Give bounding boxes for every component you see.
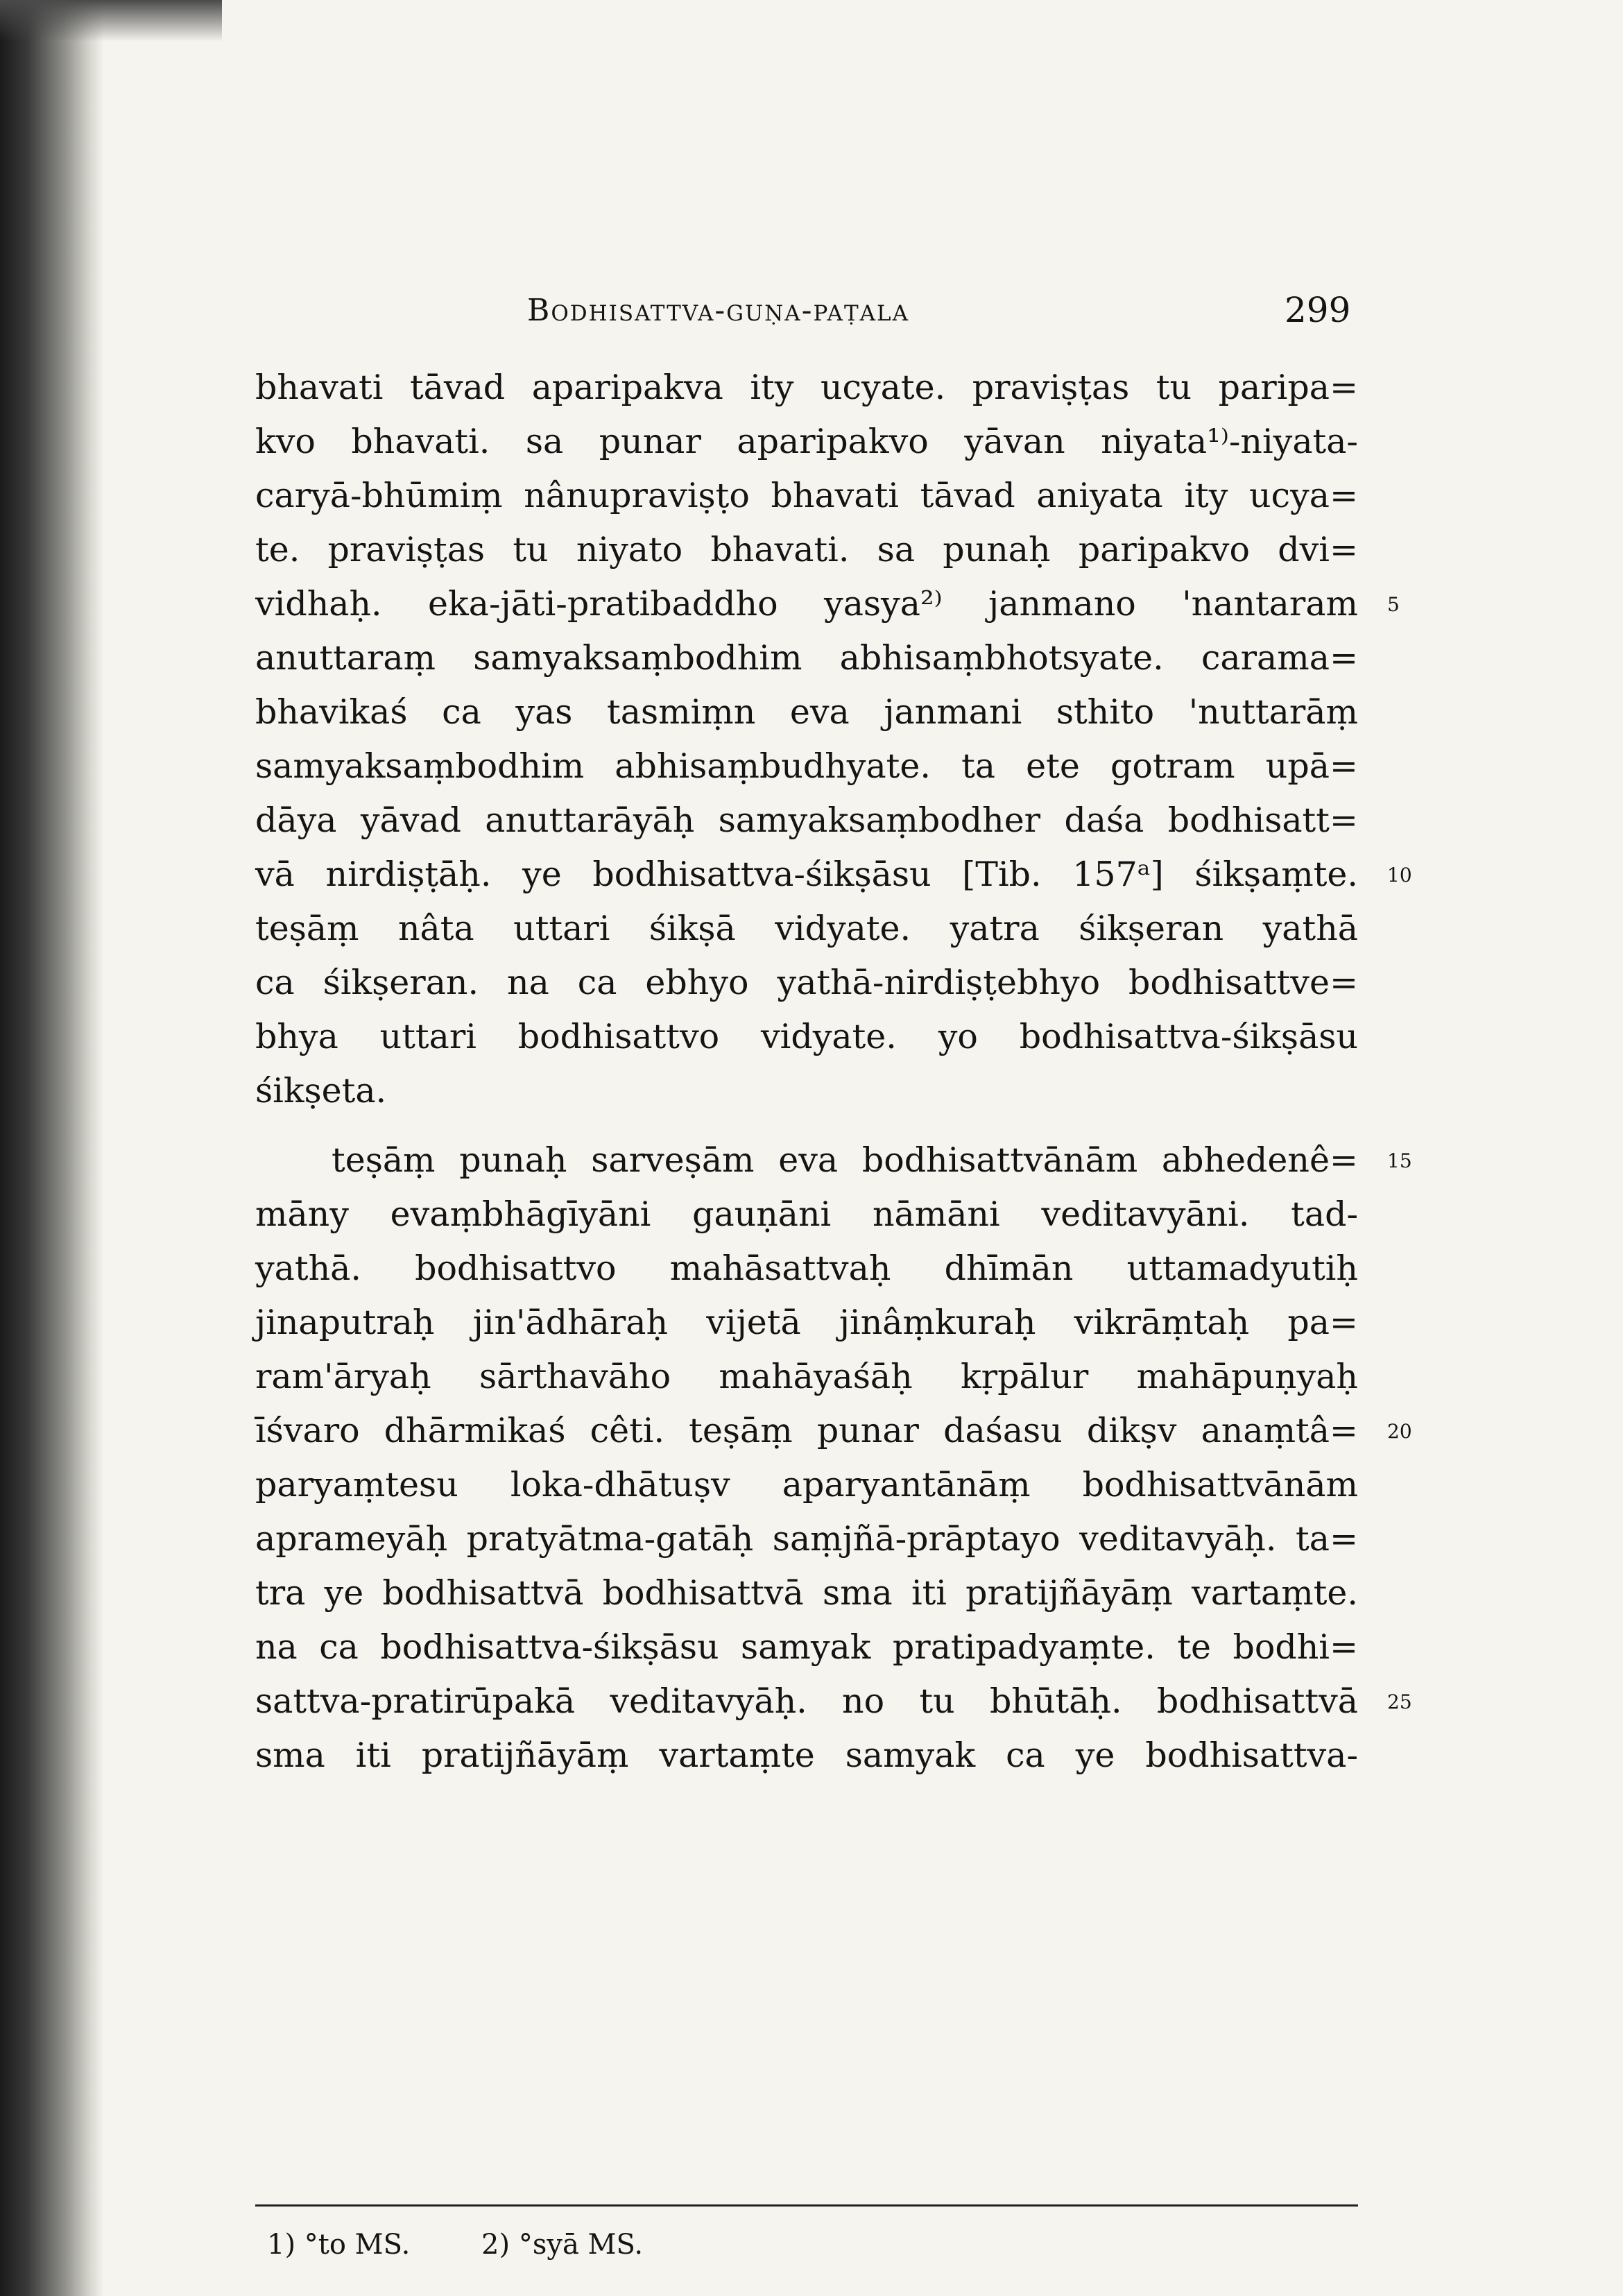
line-number: 15 xyxy=(1387,1149,1412,1172)
binding-shadow xyxy=(0,0,104,2296)
text-line: na ca bodhisattva-śikṣāsu samyak pratipadyaṃte. te bodhi= xyxy=(255,1627,1358,1667)
line-number: 10 xyxy=(1387,864,1412,886)
text-line: yathā. bodhisattvo mahāsattvaḥ dhīmān uttamadyutiḥ xyxy=(255,1249,1358,1288)
text-line: ram'āryaḥ sārthavāho mahāyaśāḥ kṛpālur mahāpuṇyaḥ xyxy=(255,1357,1358,1396)
footnotes xyxy=(267,2229,705,2261)
footnote-mark: 2) xyxy=(481,2229,510,2261)
text-line: bhya uttari bodhisattvo vidyate. yo bodhisattva-śikṣāsu xyxy=(255,1017,1358,1056)
running-title: Bodhisattva-guṇa-paṭala xyxy=(527,293,909,328)
text-line: vā nirdiṣṭāḥ. ye bodhisattva-śikṣāsu [Tib. 157ᵃ] śikṣaṃte. xyxy=(255,855,1358,894)
text-line: īśvaro dhārmikaś cêti. teṣāṃ punar daśasu dikṣv anaṃtâ= xyxy=(255,1411,1358,1450)
text-line: paryaṃtesu loka-dhātuṣv aparyantānāṃ bodhisattvānām xyxy=(255,1465,1358,1505)
line-number: 20 xyxy=(1387,1420,1412,1443)
text-line: teṣāṃ nâta uttari śikṣā vidyate. yatra śikṣeran yathā xyxy=(255,909,1358,948)
text-line: māny evaṃbhāgīyāni gauṇāni nāmāni veditavyāni. tad- xyxy=(255,1194,1358,1234)
footnote-1 xyxy=(267,2229,410,2261)
text-line: bhavikaś ca yas tasmiṃn eva janmani sthito 'nuttarāṃ xyxy=(255,692,1358,732)
footnote-text: °to MS. xyxy=(304,2229,411,2261)
text-line: sattva-pratirūpakā veditavyāḥ. no tu bhūtāḥ. bodhisattvā xyxy=(255,1681,1358,1721)
footnote-2 xyxy=(481,2229,643,2261)
text-line: ca śikṣeran. na ca ebhyo yathā-nirdiṣṭebhyo bodhisattve= xyxy=(255,963,1358,1002)
text-line: tra ye bodhisattvā bodhisattvā sma iti pratijñāyāṃ vartaṃte. xyxy=(255,1573,1358,1613)
line-number: 5 xyxy=(1387,593,1400,616)
text-line: jinaputraḥ jin'ādhāraḥ vijetā jinâṃkuraḥ vikrāṃtaḥ pa= xyxy=(255,1303,1358,1342)
text-line: samyaksaṃbodhim abhisaṃbudhyate. ta ete gotram upā= xyxy=(255,746,1358,786)
text-line: dāya yāvad anuttarāyāḥ samyaksaṃbodher daśa bodhisatt= xyxy=(255,800,1358,840)
text-line: kvo bhavati. sa punar aparipakvo yāvan niyata¹⁾-niyata- xyxy=(255,422,1358,461)
footnote-text: °syā MS. xyxy=(518,2229,644,2261)
line-number: 25 xyxy=(1387,1690,1412,1713)
text-line: te. praviṣṭas tu niyato bhavati. sa punaḥ paripakvo dvi= xyxy=(255,530,1358,569)
page-number: 299 xyxy=(1285,290,1351,330)
text-line: vidhaḥ. eka-jāti-pratibaddho yasya²⁾ janmano 'nantaram xyxy=(255,584,1358,624)
text-line: bhavati tāvad aparipakva ity ucyate. praviṣṭas tu paripa= xyxy=(255,368,1358,407)
footnote-mark: 1) xyxy=(267,2229,296,2261)
text-line: caryā-bhūmiṃ nânupraviṣṭo bhavati tāvad aniyata ity ucya= xyxy=(255,476,1358,515)
text-line: anuttaraṃ samyaksaṃbodhim abhisaṃbhotsyate. carama= xyxy=(255,638,1358,678)
text-line: aprameyāḥ pratyātma-gatāḥ saṃjñā-prāptayo veditavyāḥ. ta= xyxy=(255,1519,1358,1559)
text-line: sma iti pratijñāyāṃ vartaṃte samyak ca ye bodhisattva- xyxy=(255,1736,1358,1775)
footnote-rule xyxy=(255,2204,1358,2207)
text-line: teṣāṃ punaḥ sarveṣām eva bodhisattvānām abhedenê= xyxy=(332,1140,1358,1180)
scan-edge-shadow xyxy=(0,0,222,42)
running-head xyxy=(527,293,909,328)
text-line: śikṣeta. xyxy=(255,1071,387,1111)
